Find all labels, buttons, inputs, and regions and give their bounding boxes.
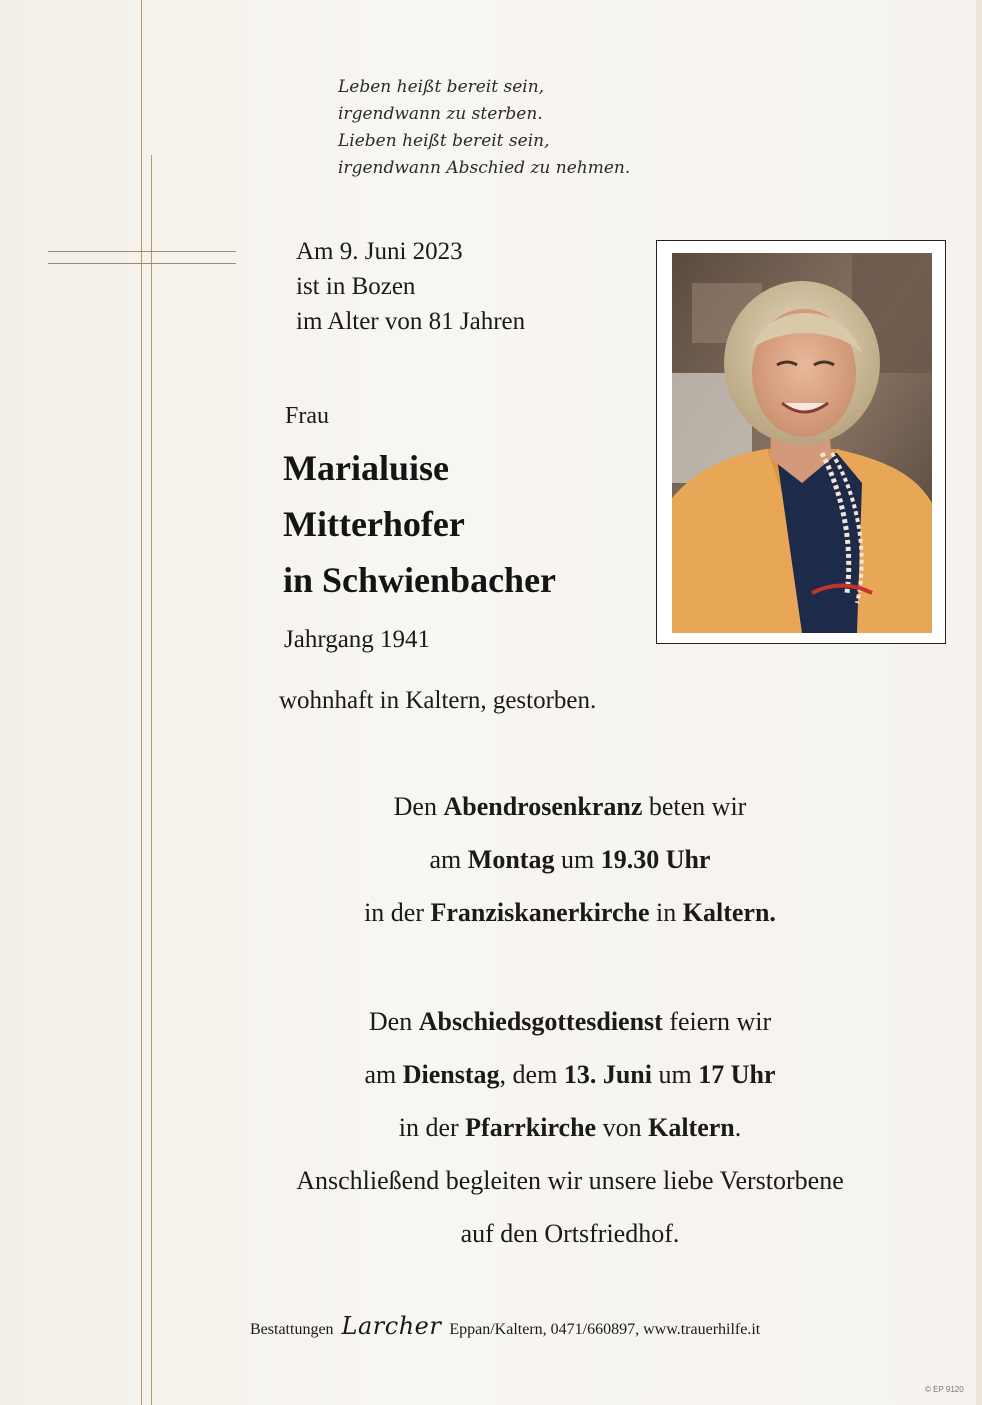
text: in der bbox=[364, 898, 431, 927]
residence: wohnhaft in Kaltern, gestorben. bbox=[279, 687, 597, 714]
rosary-town: Kaltern. bbox=[682, 898, 776, 927]
text: Den bbox=[393, 792, 444, 821]
service-line: auf den Ortsfriedhof. bbox=[460, 1219, 680, 1248]
married-name: in Schwienbacher bbox=[283, 560, 557, 600]
poem-line: irgendwann zu sterben. bbox=[338, 104, 543, 124]
cross-line-lower-horizontal bbox=[48, 263, 236, 264]
cross-line-right-vertical bbox=[151, 155, 152, 1405]
service-time: 17 Uhr bbox=[698, 1060, 776, 1089]
poem-line: irgendwann Abschied zu nehmen. bbox=[338, 158, 631, 178]
death-place: ist in Bozen bbox=[296, 273, 416, 300]
text: . bbox=[734, 1113, 742, 1142]
rosary-label: Abendrosenkranz bbox=[443, 792, 643, 821]
text: beten wir bbox=[642, 792, 747, 821]
service-day: Dienstag bbox=[402, 1060, 500, 1089]
surname: Mitterhofer bbox=[283, 504, 465, 544]
rosary-line bbox=[200, 886, 940, 939]
text: Den bbox=[368, 1007, 419, 1036]
print-code: © EP 9120 bbox=[925, 1385, 964, 1394]
footer-prefix: Bestattungen bbox=[250, 1321, 334, 1338]
death-announcement bbox=[296, 234, 636, 339]
cross-line-left-vertical bbox=[141, 0, 142, 1405]
text: in der bbox=[398, 1113, 466, 1142]
service-church: Pfarrkirche bbox=[465, 1113, 597, 1142]
deceased-name bbox=[283, 440, 653, 608]
service-line: Anschließend begleiten wir unsere liebe Verstorbene bbox=[296, 1166, 844, 1195]
service-label: Abschiedsgottesdienst bbox=[418, 1007, 663, 1036]
text: um bbox=[651, 1060, 699, 1089]
rosary-time: 19.30 Uhr bbox=[600, 845, 711, 874]
text: um bbox=[554, 845, 601, 874]
text: von bbox=[596, 1113, 649, 1142]
poem bbox=[338, 74, 678, 182]
footer-details: Eppan/Kaltern, 0471/660897, www.trauerhilfe.it bbox=[449, 1321, 761, 1338]
funeral-home-footer bbox=[250, 1312, 910, 1340]
rosary-church: Franziskanerkirche bbox=[430, 898, 650, 927]
first-name: Marialuise bbox=[283, 448, 449, 488]
rosary-info bbox=[200, 780, 940, 939]
text: am bbox=[364, 1060, 403, 1089]
death-date: Am 9. Juni 2023 bbox=[296, 238, 463, 265]
portrait-photo bbox=[672, 253, 932, 633]
portrait-frame bbox=[656, 240, 946, 644]
text: am bbox=[429, 845, 468, 874]
cross-line-upper-horizontal bbox=[48, 251, 236, 252]
text: in bbox=[649, 898, 683, 927]
service-line bbox=[200, 1048, 940, 1101]
poem-line: Leben heißt bereit sein, bbox=[338, 77, 545, 97]
funeral-home-logo: Larcher bbox=[341, 1312, 442, 1340]
rosary-line bbox=[200, 780, 940, 833]
age-at-death: im Alter von 81 Jahren bbox=[296, 308, 526, 335]
rosary-day: Montag bbox=[467, 845, 555, 874]
poem-line: Lieben heißt bereit sein, bbox=[338, 131, 550, 151]
service-date: 13. Juni bbox=[563, 1060, 652, 1089]
text: feiern wir bbox=[662, 1007, 772, 1036]
birth-year: Jahrgang 1941 bbox=[284, 626, 431, 653]
text: , dem bbox=[499, 1060, 564, 1089]
service-line bbox=[200, 995, 940, 1048]
service-line bbox=[200, 1101, 940, 1154]
salutation: Frau bbox=[285, 403, 329, 429]
funeral-service-info bbox=[200, 995, 940, 1260]
rosary-line bbox=[200, 833, 940, 886]
service-town: Kaltern bbox=[648, 1113, 735, 1142]
